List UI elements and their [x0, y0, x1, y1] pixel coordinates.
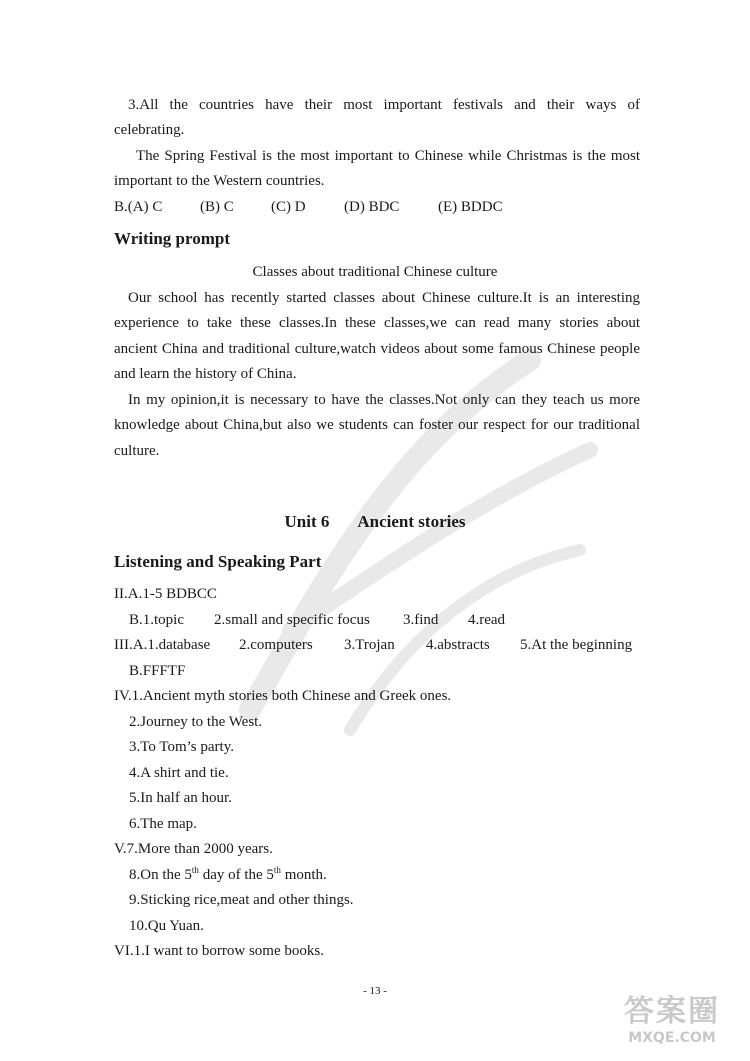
unit-title: Ancient stories: [357, 512, 466, 531]
writing-p2-line-2: knowledge about China,but also we students can foster our respect for our traditional: [114, 417, 640, 433]
iv-5: 5.In half an hour.: [129, 790, 232, 806]
corner-watermark-logo: [602, 995, 742, 1055]
v-10: 10.Qu Yuan.: [129, 918, 204, 934]
writing-p2-line-1: In my opinion,it is necessary to have the classes.Not only can they teach us more: [128, 392, 640, 408]
unit-number: Unit 6: [284, 512, 330, 531]
ii-b-2: 2.small and specific focus: [214, 612, 370, 628]
ii-b-4: 4.read: [468, 612, 506, 628]
writing-p2-line-3: culture.: [114, 443, 160, 459]
vi-1: VI.1.I want to borrow some books.: [114, 943, 324, 959]
v-9: 9.Sticking rice,meat and other things.: [129, 892, 354, 908]
writing-p1-line-4: and learn the history of China.: [114, 366, 297, 382]
iv-4: 4.A shirt and tie.: [129, 765, 229, 781]
answer-b-c: (C) D: [271, 199, 306, 215]
q3-line-3: The Spring Festival is the most important to Chinese while Christmas is the most: [136, 148, 640, 164]
ii-a: II.A.1-5 BDBCC: [114, 586, 217, 602]
writing-p1-line-2: experience to take these classes.In these classes,we can read many stories about: [114, 315, 640, 331]
writing-prompt-heading: Writing prompt: [114, 229, 231, 248]
iii-a-2: 2.computers: [239, 637, 313, 653]
iii-a-row: [114, 635, 632, 655]
watermark-url: MXQE.COM: [628, 1030, 716, 1046]
answer-b-d: (D) BDC: [344, 199, 400, 215]
iii-a-1: III.A.1.database: [114, 637, 211, 653]
iv-3: 3.To Tom’s party.: [129, 739, 234, 755]
answer-b-b: (B) C: [200, 199, 234, 215]
q3-line-1: 3.All the countries have their most important festivals and their ways of: [128, 97, 640, 113]
v-7: V.7.More than 2000 years.: [114, 841, 273, 857]
section-heading: Listening and Speaking Part: [114, 552, 322, 571]
iv-2: 2.Journey to the West.: [129, 714, 263, 730]
q3-line-4: important to the Western countries.: [114, 173, 325, 189]
answers-b-row: [114, 197, 503, 217]
iv-1: IV.1.Ancient myth stories both Chinese and Greek ones.: [114, 688, 452, 704]
answer-b-a: B.(A) C: [114, 199, 163, 215]
v-8: 8.On the 5th day of the 5th month.: [129, 865, 327, 883]
unit-heading: [0, 512, 750, 532]
iii-a-5: 5.At the beginning: [520, 637, 633, 653]
iv-6: 6.The map.: [129, 816, 197, 832]
answer-b-e: (E) BDDC: [438, 199, 503, 215]
writing-title: Classes about traditional Chinese culture: [252, 264, 498, 280]
iii-a-3: 3.Trojan: [344, 637, 395, 653]
ii-b-row: [129, 610, 505, 630]
iii-a-4: 4.abstracts: [426, 637, 490, 653]
writing-p1-line-3: ancient China and traditional culture,watch videos about some famous Chinese people: [114, 341, 640, 357]
writing-p1-line-1: Our school has recently started classes about Chinese culture.It is an interesting: [128, 290, 640, 306]
ii-b-3: 3.find: [403, 612, 439, 628]
q3-line-2: celebrating.: [114, 122, 185, 138]
watermark-stamp: 答案圈: [624, 994, 720, 1029]
page-number: - 13 -: [363, 985, 387, 997]
ii-b-1: B.1.topic: [129, 612, 184, 628]
iii-b: B.FFFTF: [129, 663, 186, 679]
